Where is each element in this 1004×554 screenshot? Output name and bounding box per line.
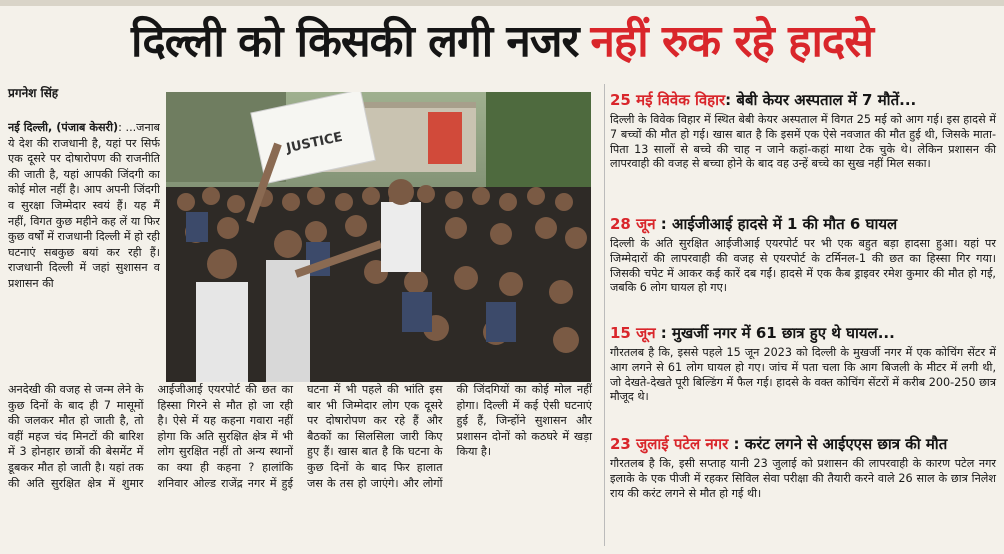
protest-photo-image <box>166 92 591 382</box>
man-white-shirt <box>196 282 248 382</box>
story-bottom-columns <box>8 382 592 550</box>
incident-2-date: 28 जून <box>610 215 656 233</box>
headline-part2: नहीं रुक रहे हादसे <box>590 16 873 67</box>
incident-3: 15 जून : मुखर्जी नगर में 61 छात्र हुए थे घायल... गौरतलब है कि, इससे पहले 15 जून 2023 को दिल्ली के मुखर्जी नगर में एक कोचिंग सेंटर में आग लगने से 61 लोग घायल हो गए। जांच में पता चला कि आग बिजली के मीटर में लगी थी, जो देखते-देखते पूरी बिल्डिंग में फैल गई। हादसे के वक्त कोचिंग सेंटरों में करीब 200-250 छात्र मौजूद थे। <box>610 324 996 404</box>
incident-1: 25 मई विवेक विहार: बेबी केयर अस्पताल में 7 मौतें... दिल्ली के विवेक विहार में स्थित बेबी केयर अस्पताल में विगत 25 मई को आग गई। इस हादसे में 7 बच्चों की मौत हो गई। खास बात है कि इसमें एक ऐसे नवजात की मौत हुई थी, जिसके माता-पिता 13 सालों से बच्चे की चाह न जाने कहां-कहां माथा टेक चुके थे। लेकिन प्रशासन की लापरवाही की वजह से बच्चा होने के बाद वह उन्हें बच्चे का सुख नहीं मिल सका। <box>610 91 996 171</box>
incident-4-title: करंट लगने से आईएएस छात्र की मौत <box>744 435 948 453</box>
incident-1-date: 25 मई विवेक विहार <box>610 91 726 109</box>
column-divider <box>604 84 605 546</box>
headline-part1: दिल्ली को किसकी लगी नजर <box>131 16 579 67</box>
incident-4-body: गौरतलब है कि, इसी सप्ताह यानी 23 जुलाई को प्रशासन की लापरवाही के कारण पटेल नगर इलाके के एक पीजी में रहकर सिविल सेवा परीक्षा की तैयारी करने वाले 26 साल के छात्र निलेश राय की करंट लगने से मौत हो गई थी। <box>610 457 996 500</box>
incident-1-body: दिल्ली के विवेक विहार में स्थित बेबी केयर अस्पताल में विगत 25 मई को आग गई। इस हादसे में 7 बच्चों की मौत हो गई। खास बात है कि इसमें एक ऐसे नवजात की मौत हुई थी, जिसके माता-पिता 13 सालों से बच्चे की चाह न जाने कहां-कहां माथा टेक चुके थे। लेकिन प्रशासन की लापरवाही की वजह से बच्चा होने के बाद वह उन्हें बच्चे का सुख नहीं मिल सका। <box>610 113 996 171</box>
incident-2-title: आईजीआई हादसे में 1 की मौत 6 घायल <box>672 215 898 233</box>
protest-photo <box>166 92 591 382</box>
incident-3-date: 15 जून <box>610 324 656 342</box>
top-strip <box>0 0 1004 6</box>
incident-4: 23 जुलाई पटेल नगर : करंट लगने से आईएएस छात्र की मौत गौरतलब है कि, इसी सप्ताह यानी 23 जुलाई को प्रशासन की लापरवाही के कारण पटेल नगर इलाके के एक पीजी में रहकर सिविल सेवा परीक्षा की तैयारी करने वाले 26 साल के छात्र निलेश राय की करंट लगने से मौत हो गई थी। <box>610 435 996 500</box>
incident-1-title: बेबी केयर अस्पताल में 7 मौतें... <box>736 91 917 109</box>
incident-3-body: गौरतलब है कि, इससे पहले 15 जून 2023 को दिल्ली के मुखर्जी नगर में एक कोचिंग सेंटर में आग लगने से 61 लोग घायल हो गए। जांच में पता चला कि आग बिजली के मीटर में लगी थी, जो देखते-देखते पूरी बिल्डिंग में फैल गई। हादसे के वक्त कोचिंग सेंटरों में करीब 200-250 छात्र मौजूद थे। <box>610 346 996 404</box>
placard-text: JUSTICE <box>285 129 344 157</box>
story-body: अनदेखी की वजह से जन्म लेने के कुछ दिनों के बाद ही 7 मासूमों की जलकर मौत हो जाती है, तो वहीं महज चंद मिनटों की बारिश में 3 होनहार छात्रों की बेसमेंट में डूबकर मौत हो जाती है। यहां तक की अति सुरक्षित क्षेत्र में शुमार आईजीआई एयरपोर्ट की छत का हिस्सा गिरने से मौत हो जा रही है। ऐसे में यह कहना गवारा नहीं होगा कि अति सुरक्षित क्षेत्र में भी लोग सुरक्षित नहीं तो अन्य स्थानों का क्या ही कहना ? हालांकि शनिवार ओल्ड राजेंद्र नगर में हुई घटना में भी पहले की भांति इस बार भी जिम्मेदार लोग एक दूसरे पर दोषारोपण कर रहे हैं और बैठकों का सिलसिला जारी किए हुए हैं। खास बात है कि घटना के कुछ दिनों के बाद फिर हालात जस के तस हो जाएंगे। और लोगों की जिंदगियों का कोई मोल नहीं होगा। दिल्ली में कई ऐसी घटनाएं हुई हैं, जिन्होंने सुशासन और प्रशासन दोनों को कठघरे में खड़ा किया है। <box>8 383 592 490</box>
incident-2: 28 जून : आईजीआई हादसे में 1 की मौत 6 घायल दिल्ली के अति सुरक्षित आईजीआई एयरपोर्ट पर भी एक बहुत बड़ा हादसा हुआ। यहां पर जिम्मेदारों की लापरवाही की वजह से एयरपोर्ट के टर्मिनल-1 की छत का हिस्सा गिर गया। जिसकी चपेट में आकर कई कारें दब गईं। हादसे में एक कैब ड्राइवर रमेश कुमार की मौत हो गई, जबकि 6 लोग घायल हो गए। <box>610 215 996 295</box>
incident-4-date: 23 जुलाई पटेल नगर <box>610 435 729 453</box>
story-intro: : ...जनाब ये देश की राजधानी है, यहां पर सिर्फ एक दूसरे पर दोषारोपण की राजनीति की जाती है, यहां आपकी जिंदगी का कोई मोल नहीं है। आप अपनी जिंदगी व सुरक्षा जिम्मेदार स्वयं हैं। यह मैं नहीं, विगत कुछ महीने कह लें या फिर कुछ वर्षों में राजधानी दिल्ली में हो रही घटनाएं सबकुछ बयां कर रही हैं। राजधानी दिल्ली में जहां सुशासन व प्रशासन की <box>8 121 160 290</box>
story-column-top <box>8 120 160 382</box>
headline <box>0 8 1004 76</box>
incident-2-body: दिल्ली के अति सुरक्षित आईजीआई एयरपोर्ट पर भी एक बहुत बड़ा हादसा हुआ। यहां पर जिम्मेदारों की लापरवाही की वजह से एयरपोर्ट के टर्मिनल-1 की छत का हिस्सा गिर गया। जिसकी चपेट में आकर कई कारें दब गईं। हादसे में एक कैब ड्राइवर रमेश कुमार की मौत हो गई, जबकि 6 लोग घायल हो गए। <box>610 237 996 295</box>
dateline: नई दिल्ली, (पंजाब केसरी) <box>8 121 119 134</box>
poster-sign <box>428 112 462 164</box>
byline: प्रगनेश सिंह <box>8 86 59 100</box>
incident-3-title: मुखर्जी नगर में 61 छात्र हुए थे घायल... <box>672 324 895 342</box>
